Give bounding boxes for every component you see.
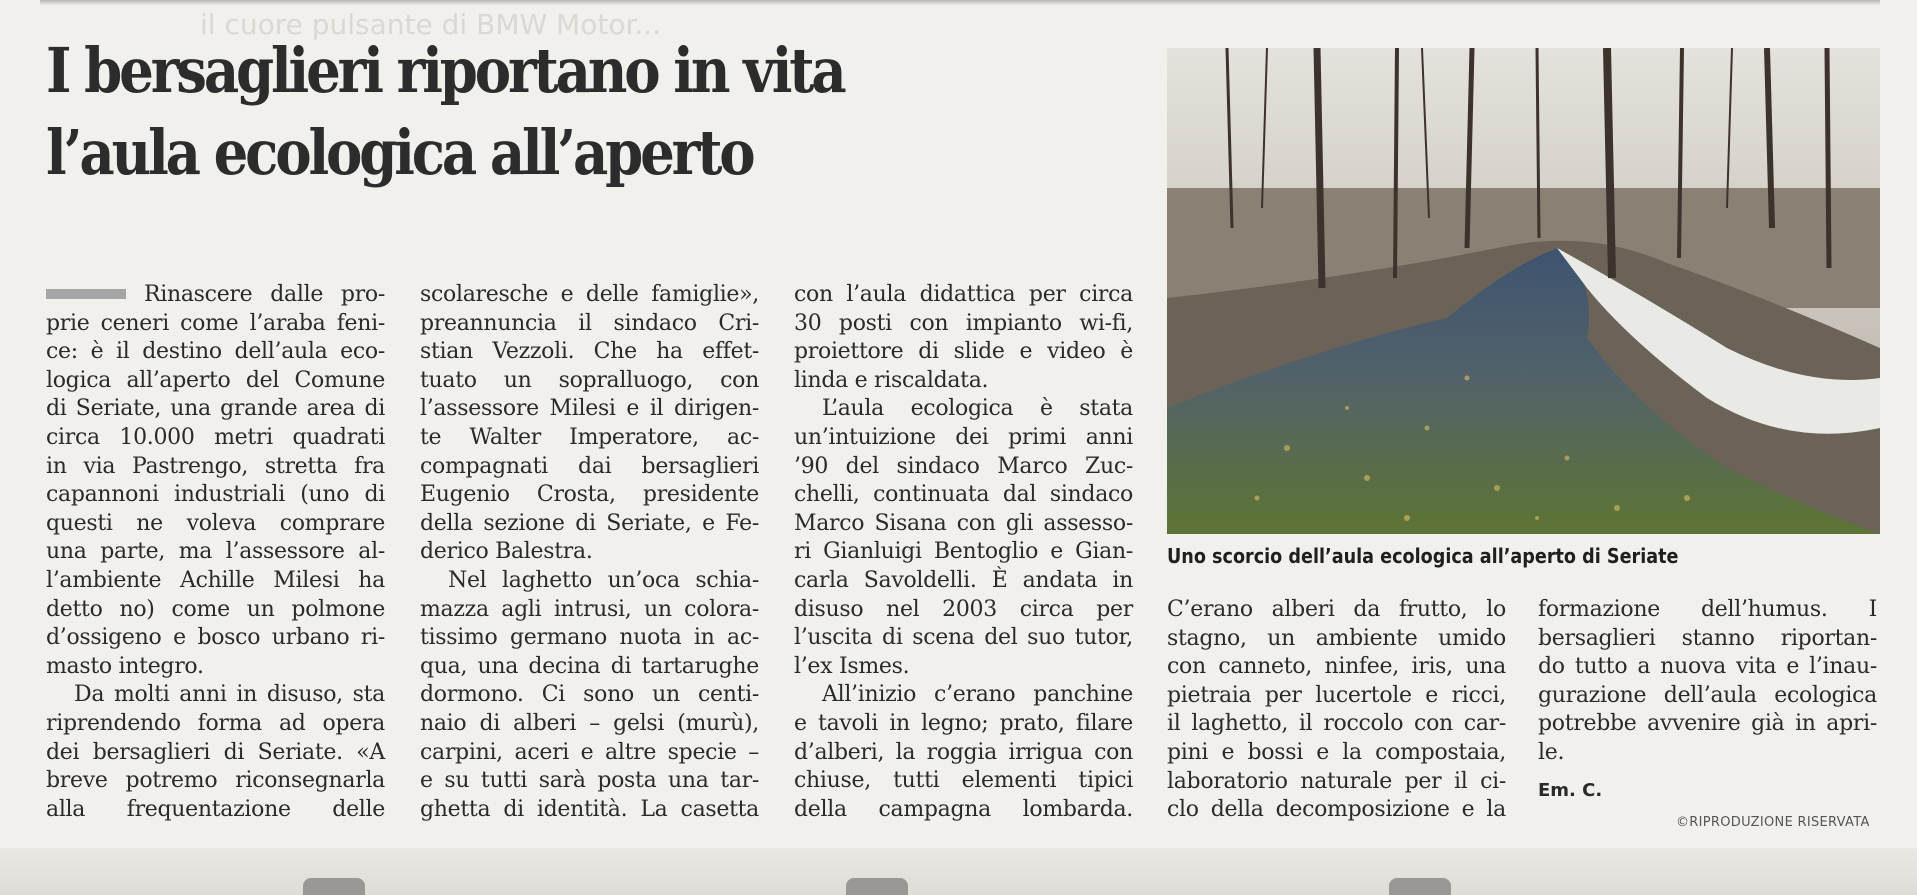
text-line: in via Pastrengo, stretta fra xyxy=(46,453,385,479)
text-line: L’aula ecologica è stata xyxy=(822,396,1133,422)
text-line: l’ex Ismes. xyxy=(794,653,910,679)
text-line: masto integro. xyxy=(46,653,204,679)
text-line: d’alberi, la roggia irrigua con xyxy=(794,739,1133,765)
article-photo xyxy=(1167,48,1880,534)
text-line: con canneto, ninfee, iris, una xyxy=(1167,654,1506,680)
text-line: capannoni industriali (uno di xyxy=(46,482,385,508)
text-line: chiuse, tutti elementi tipici xyxy=(794,768,1133,794)
text-column-5 xyxy=(1538,596,1877,768)
text-line: formazione dell’humus. I xyxy=(1538,597,1877,622)
text-line: mazza agli intrusi, un colora- xyxy=(420,596,759,622)
text-line: con l’aula didattica per circa xyxy=(794,282,1133,307)
text-line: laboratorio naturale per il ci- xyxy=(1167,768,1506,794)
text-line: prie ceneri come l’araba feni- xyxy=(46,310,385,336)
text-line: compagnati dai bersaglieri xyxy=(420,453,759,479)
photo-illustration xyxy=(1167,48,1880,534)
text-line: Da molti anni in disuso, sta xyxy=(74,682,385,708)
binder-tab xyxy=(303,878,365,895)
text-line: stagno, un ambiente umido xyxy=(1167,625,1506,651)
text-line: dei bersaglieri di Seriate. «A xyxy=(46,739,385,765)
text-line: ce: è il destino dell’aula eco- xyxy=(46,339,385,365)
text-line: ghetta di identità. La casetta xyxy=(420,796,759,822)
text-line: clo della decomposizione e la xyxy=(1167,797,1506,823)
headline-line-1: I bersaglieri riportano in vita xyxy=(46,34,844,107)
text-column-3 xyxy=(794,281,1133,824)
text-line: disuso nel 2003 circa per xyxy=(794,596,1133,622)
scan-bottom-margin xyxy=(0,848,1917,895)
text-line: All’inizio c’erano panchine xyxy=(822,682,1133,708)
text-line: il laghetto, il roccolo con car- xyxy=(1167,711,1506,737)
text-line: le. xyxy=(1538,739,1565,765)
text-line: breve potremo riconsegnarla xyxy=(46,768,385,794)
bleed-through-text: il cuore pulsante di BMW Motor... xyxy=(200,8,662,41)
text-line: scolaresche e delle famiglie», xyxy=(420,282,759,307)
text-line: chelli, continuata dal sindaco xyxy=(794,482,1133,508)
text-line: Rinascere dalle pro- xyxy=(144,282,385,307)
text-line: ri Gianluigi Bentoglio e Gian- xyxy=(794,539,1133,565)
text-line: Eugenio Crosta, presidente xyxy=(420,482,759,508)
text-line: dormono. Ci sono un centi- xyxy=(420,682,759,708)
text-line: proiettore di slide e video è xyxy=(794,339,1133,365)
text-line: di Seriate, una grande area di xyxy=(46,396,385,422)
text-column-1 xyxy=(46,281,385,824)
text-line: 30 posti con impianto wi-fi, xyxy=(794,310,1133,336)
text-line: stian Vezzoli. Che ha effet- xyxy=(420,339,759,365)
text-line: logica all’aperto del Comune xyxy=(46,367,385,393)
text-line: circa 10.000 metri quadrati xyxy=(46,424,385,450)
text-line: carpini, aceri e altre specie – xyxy=(420,739,759,765)
text-line: pini e bossi e la compostaia, xyxy=(1167,739,1506,765)
text-line: gurazione dell’aula ecologica xyxy=(1538,682,1877,708)
text-line: preannuncia il sindaco Cri- xyxy=(420,310,759,336)
binder-tab xyxy=(1389,878,1451,895)
text-line: l’assessore Milesi e il dirigen- xyxy=(420,396,759,422)
text-line: della sezione di Seriate, e Fe- xyxy=(420,510,759,536)
author-signature: Em. C. xyxy=(1538,780,1603,801)
photo-caption: Uno scorcio dell’aula ecologica all’aperto di Seriate xyxy=(1167,544,1679,568)
text-line: Marco Sisana con gli assesso- xyxy=(794,510,1133,536)
text-line: qua, una decina di tartarughe xyxy=(420,653,759,679)
text-line: e tavoli in legno; prato, filare xyxy=(794,710,1133,736)
text-line: una parte, ma l’assessore al- xyxy=(46,539,385,565)
text-line: detto no) come un polmone xyxy=(46,596,385,622)
text-line: naio di alberi – gelsi (murù), xyxy=(420,710,759,736)
text-line: potrebbe avvenire già in apri- xyxy=(1538,711,1877,737)
text-line: un’intuizione dei primi anni xyxy=(794,424,1133,450)
headline-line-2: l’aula ecologica all’aperto xyxy=(46,116,753,189)
text-line: te Walter Imperatore, ac- xyxy=(420,424,759,450)
top-bleed-edge xyxy=(40,0,1880,5)
text-line: do tutto a nuova vita e l’inau- xyxy=(1538,654,1877,680)
text-line: tissimo germano nuota in ac- xyxy=(420,625,759,651)
text-line: derico Balestra. xyxy=(420,539,593,565)
headline xyxy=(46,30,844,194)
text-line: ’90 del sindaco Marco Zuc- xyxy=(794,453,1133,479)
text-line: della campagna lombarda. xyxy=(794,796,1133,822)
text-line: e su tutti sarà posta una tar- xyxy=(420,768,759,794)
text-line: Nel laghetto un’oca schia- xyxy=(448,567,759,593)
text-line: alla frequentazione delle xyxy=(46,796,385,822)
text-line: questi ne voleva comprare xyxy=(46,510,385,536)
text-line: riprendendo forma ad opera xyxy=(46,710,385,736)
text-line: C’erano alberi da frutto, lo xyxy=(1167,597,1506,622)
text-column-2 xyxy=(420,281,759,824)
text-line: bersaglieri stanno riportan- xyxy=(1538,625,1877,651)
text-line: pietraia per lucertole e ricci, xyxy=(1167,682,1506,708)
text-column-4 xyxy=(1167,596,1506,825)
text-line: l’ambiente Achille Milesi ha xyxy=(46,567,385,593)
text-line: carla Savoldelli. È andata in xyxy=(794,567,1133,593)
text-line: tuato un sopralluogo, con xyxy=(420,367,759,393)
binder-tab xyxy=(846,878,908,895)
text-line: l’uscita di scena del suo tutor, xyxy=(794,625,1133,651)
text-line: d’ossigeno e bosco urbano ri- xyxy=(46,625,385,651)
copyright-notice: ©RIPRODUZIONE RISERVATA xyxy=(1676,815,1870,830)
text-line: linda e riscaldata. xyxy=(794,367,989,393)
